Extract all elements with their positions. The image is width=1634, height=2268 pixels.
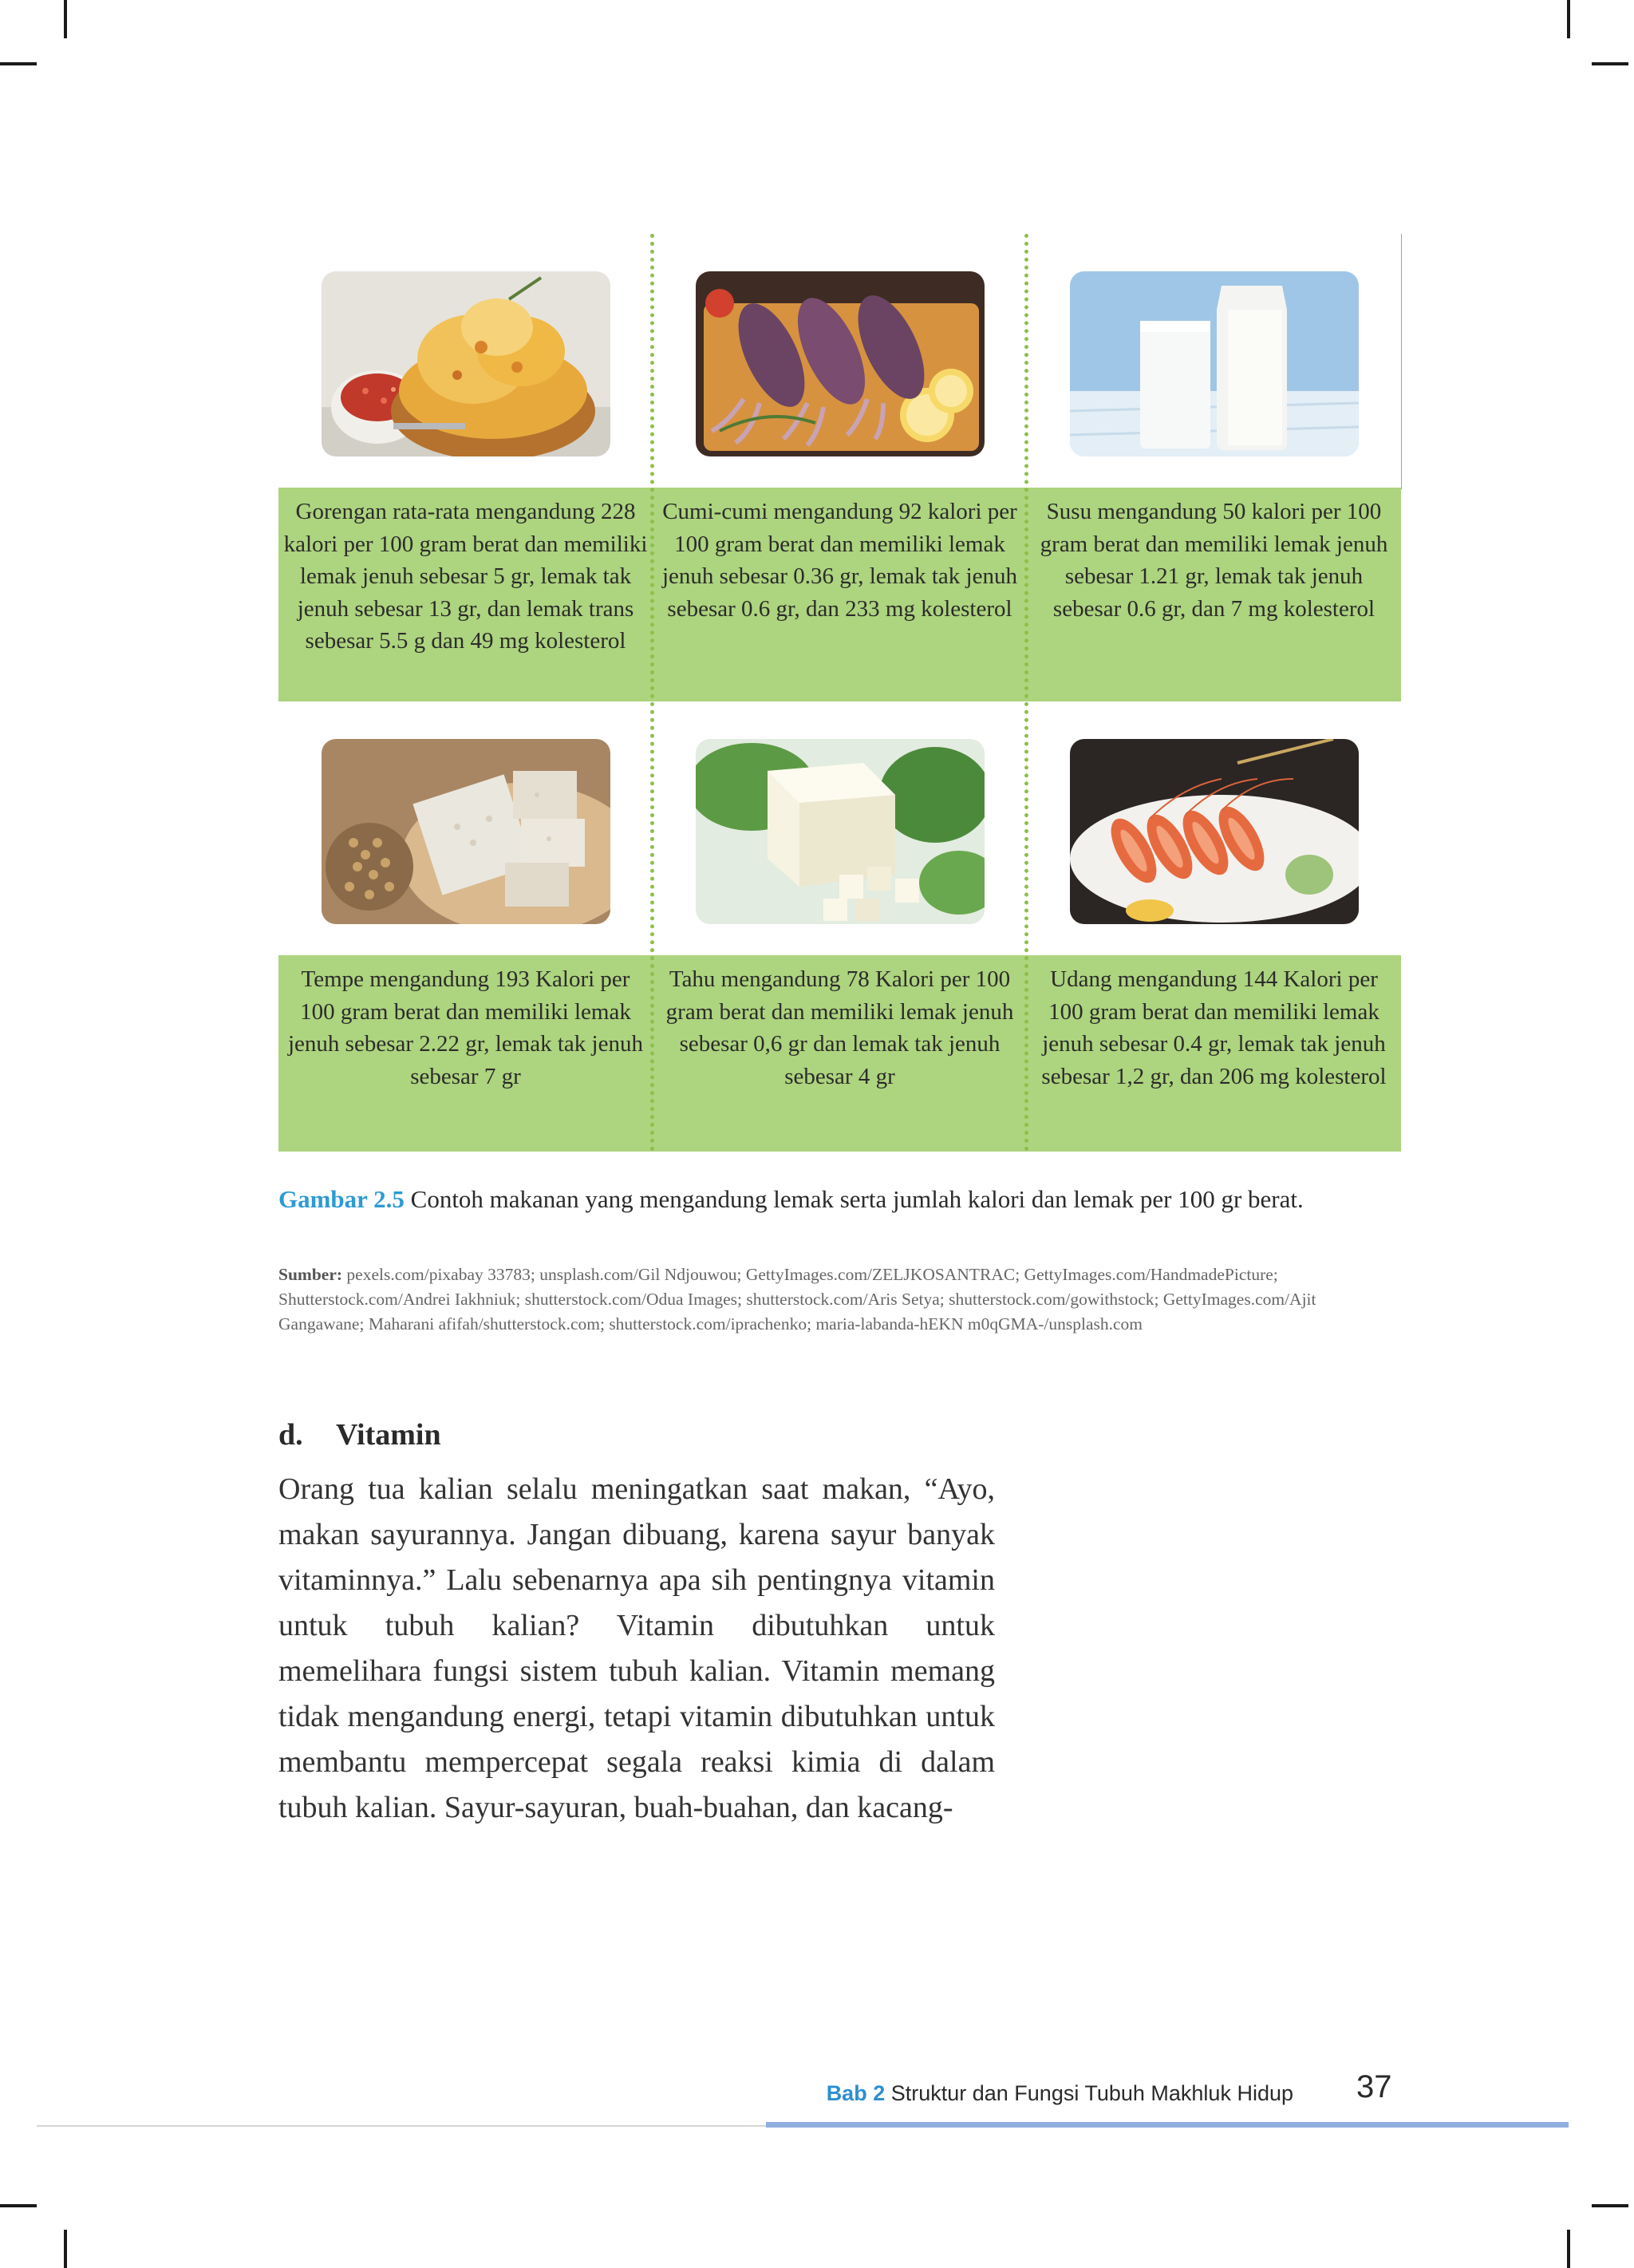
crop-mark	[1592, 62, 1628, 65]
food-image-area	[278, 234, 653, 488]
section-body: Orang tua kalian selalu meningatkan saat makan, “Ayo, makan sayurannya. Jangan dibuang, karena sayur banyak vitaminnya.” Lalu sebenarnya apa sih pentingnya vitamin untuk tubuh kalian? Vitamin dibutuhkan untuk memelihara fungsi sistem tubuh kalian. Vitamin memang tidak mengandung energi, tetapi vitamin dibutuhkan untuk membantu mempercepat segala reaksi kimia di dalam tubuh kalian. Sayur-sayuran, buah-buahan, dan kacang-	[278, 1472, 995, 1824]
food-caption: Tempe mengandung 193 Kalori per 100 gram berat dan memiliki lemak jenuh sebesar 2.22 gr, lemak tak jenuh sebesar 7 gr	[278, 955, 653, 1152]
section-number: d.	[278, 1418, 303, 1452]
food-caption: Udang mengandung 144 Kalori per 100 gram berat dan memiliki lemak jenuh sebesar 0.4 gr, lemak tak jenuh sebesar 1,2 gr, dan 206 mg kolesterol	[1027, 955, 1401, 1152]
column-divider	[650, 234, 654, 1152]
chapter-title: Struktur dan Fungsi Tubuh Makhluk Hidup	[885, 2081, 1293, 2105]
page-number: 37	[1356, 2069, 1392, 2104]
footer-accent-rule	[766, 2122, 1569, 2128]
crop-mark	[1567, 0, 1570, 38]
crop-mark	[0, 2204, 37, 2207]
section-heading	[278, 1417, 441, 1452]
crop-mark	[1567, 2230, 1570, 2268]
tempeh-photo-icon	[322, 739, 610, 924]
food-image-area	[653, 701, 1027, 955]
food-caption: Gorengan rata-rata mengandung 228 kalori per 100 gram berat dan memiliki lemak jenuh sebesar 5 gr, lemak tak jenuh sebesar 13 gr, dan lemak trans sebesar 5.5 g dan 49 mg kolesterol	[278, 488, 653, 701]
crop-mark	[0, 62, 37, 65]
section-title: Vitamin	[336, 1418, 441, 1452]
figure-source	[278, 1262, 1402, 1337]
figure-caption	[278, 1181, 1395, 1218]
milk-photo-icon	[1070, 271, 1359, 456]
crop-mark	[64, 2230, 67, 2268]
food-caption: Susu mengandung 50 kalori per 100 gram berat dan memiliki lemak jenuh sebesar 1.21 gr, lemak tak jenuh sebesar 0.6 gr, dan 7 mg kolesterol	[1027, 488, 1401, 701]
figure-label: Gambar 2.5	[278, 1185, 405, 1213]
food-image-area	[1027, 701, 1401, 955]
food-figure-grid	[278, 234, 1402, 1152]
source-text: pexels.com/pixabay 33783; unsplash.com/Gil Ndjouwou; GettyImages.com/ZELJKOSANTRAC; GettyImages.com/HandmadePicture; Shutterstock.com/Andrei Iakhniuk; shutterstock.com/Odua Images; shutterstock.com/Aris Setya; shutterstock.com/gowithstock; GettyImages.com/Ajit Gangawane; Maharani afifah/shutterstock.com; shutterstock.com/iprachenko; maria-labanda-hEKN m0qGMA-/unsplash.com	[278, 1265, 1316, 1334]
food-image-area	[653, 234, 1027, 488]
figure-caption-text: Contoh makanan yang mengandung lemak serta jumlah kalori dan lemak per 100 gr berat.	[404, 1185, 1304, 1213]
fried-food-photo-icon	[322, 271, 610, 456]
food-image-area	[1027, 234, 1401, 488]
food-image-area	[278, 701, 653, 955]
source-label: Sumber:	[278, 1265, 343, 1284]
food-caption: Cumi-cumi mengandung 92 kalori per 100 gram berat dan memiliki lemak jenuh sebesar 0.36 gr, lemak tak jenuh sebesar 0.6 gr, dan 233 mg kolesterol	[653, 488, 1027, 701]
food-caption: Tahu mengandung 78 Kalori per 100 gram berat dan memiliki lemak jenuh sebesar 0,6 gr dan lemak tak jenuh sebesar 4 gr	[653, 955, 1027, 1152]
running-footer	[827, 2081, 1293, 2106]
crop-mark	[64, 0, 67, 38]
squid-photo-icon	[696, 271, 985, 456]
tofu-photo-icon	[696, 739, 985, 924]
crop-mark	[1592, 2204, 1628, 2207]
column-divider	[1024, 234, 1028, 1152]
chapter-label: Bab 2	[826, 2081, 886, 2105]
shrimp-photo-icon	[1070, 739, 1359, 924]
